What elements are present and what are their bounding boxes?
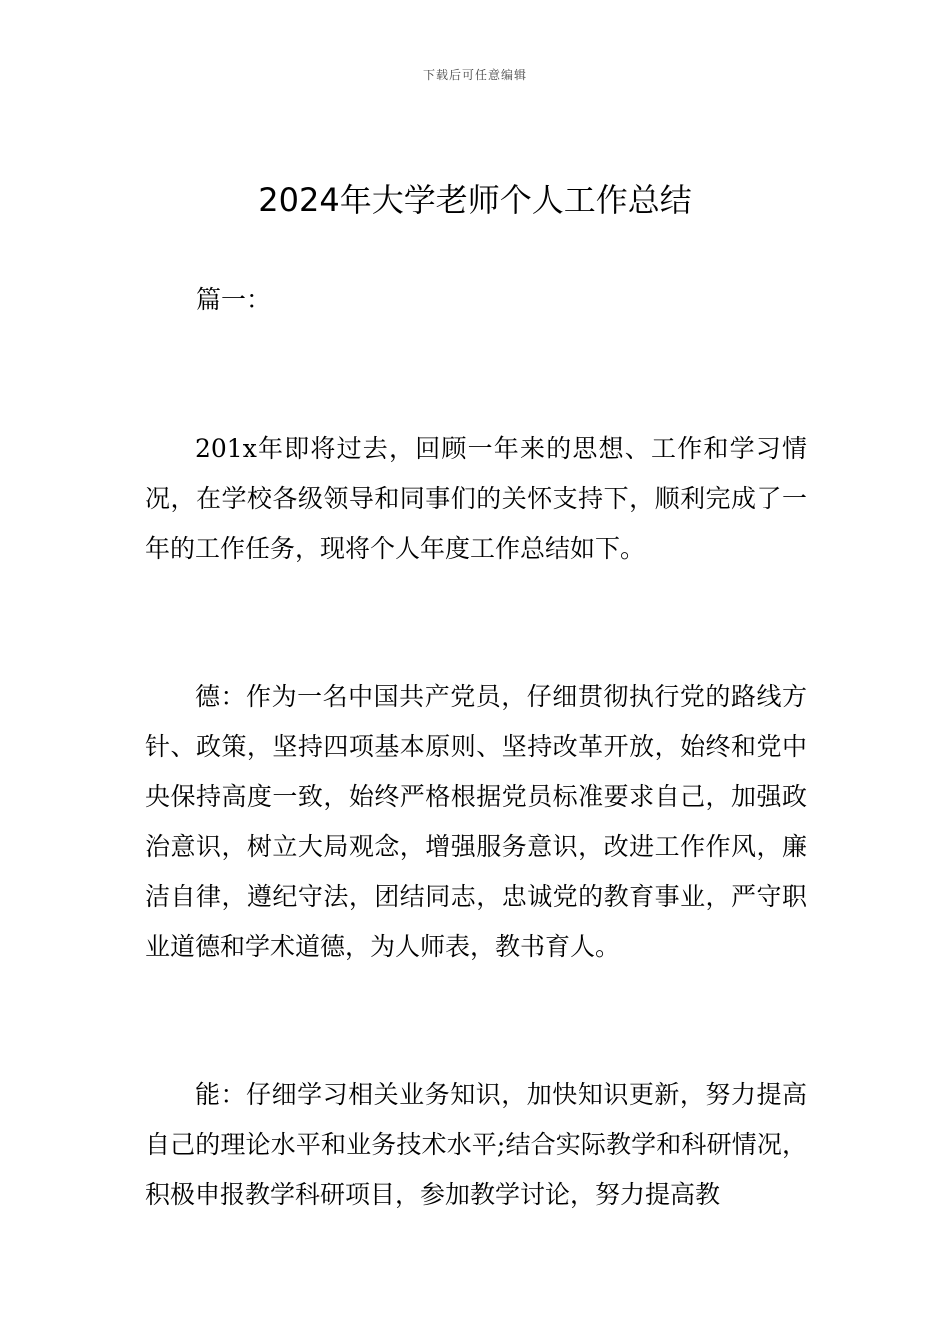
paragraph-intro: 201x年即将过去，回顾一年来的思想、工作和学习情况，在学校各级领导和同事们的关怀支持下，顺利完成了一年的工作任务，现将个人年度工作总结如下。 <box>145 434 807 563</box>
header-note: 下载后可任意编辑 <box>422 68 527 82</box>
document-title: 2024年大学老师个人工作总结 <box>258 181 692 219</box>
paragraph-morality: 德：作为一名中国共产党员，仔细贯彻执行党的路线方针、政策，坚持四项基本原则、坚持改革开放，始终和党中央保持高度一致，始终严格根据党员标准要求自己，加强政治意识，树立大局观念，增强服务意识，改进工作作风，廉洁自律，遵纪守法，团结同志，忠诚党的教育事业，严守职业道德和学术道德，为人师表，教书育人。 <box>145 682 807 961</box>
paragraph-ability: 能：仔细学习相关业务知识，加快知识更新，努力提高自己的理论水平和业务技术水平;结合实际教学和科研情况，积极申报教学科研项目，参加教学讨论，努力提高教 <box>145 1080 807 1209</box>
section-label: 篇一： <box>196 285 272 314</box>
